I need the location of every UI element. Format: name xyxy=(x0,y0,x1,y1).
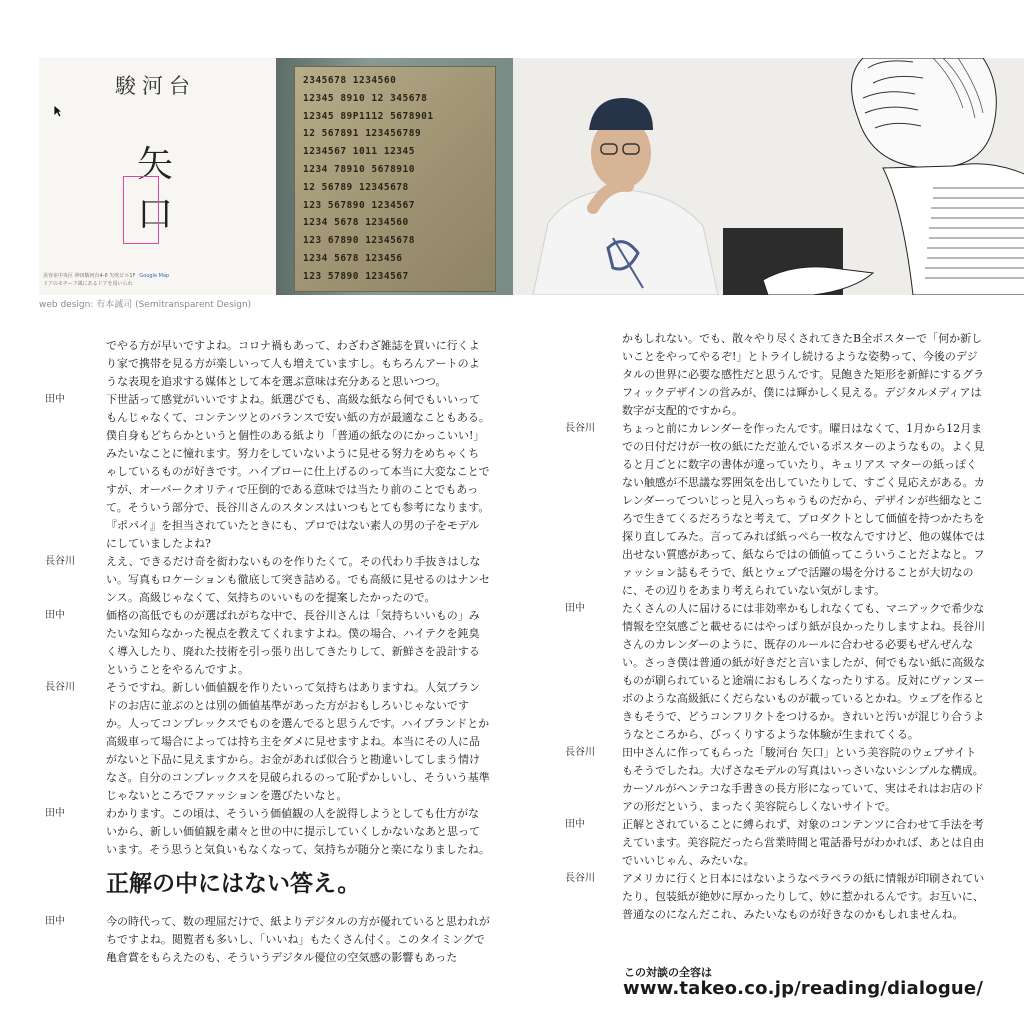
photo-portrait xyxy=(513,58,1024,295)
paragraph-text: でやる方が早いですよね。コロナ禍もあって、わざわざ雑誌を買いに行くより家で携帯を見る方が楽しいって人も増えていますし。もちろんアートのような表現を追求する媒体として本を選ぶ意味は充分あると思いつつ。 xyxy=(106,339,480,388)
portrait-illustration xyxy=(513,58,1024,295)
left-paragraph-list xyxy=(45,337,490,859)
board-row: 123 567890 1234567 xyxy=(303,199,415,211)
paragraph-text: そうですね。新しい価値観を作りたいって気持ちはありますね。人気ブランドのお店に並ぶのとは別の価値基準があった方がおもしろいじゃないですか。人ってコンプレックスでものを選んでると思うんです。ハイブランドとか高級車って場合によっては持ち主をダメに見せますよね。本当にその人に品がないと下品に見えますから。お金があれば似合うと勘違いしてしまう情けなさ。自分のコンプレックスを見破られるのって恥ずかしいし、そういう基準じゃないところでファッションを選びたいなと。 xyxy=(106,681,490,802)
website-footer-address xyxy=(43,272,169,279)
cta-label: この対談の全容は xyxy=(624,966,712,979)
dialogue-paragraph xyxy=(45,607,490,679)
left-paragraph-list-after xyxy=(45,913,490,967)
speaker-name: 長谷川 xyxy=(45,556,75,567)
dialogue-paragraph xyxy=(45,391,490,553)
speaker-name: 長谷川 xyxy=(565,423,595,434)
website-title: 駿河台 xyxy=(115,74,196,98)
right-paragraph-list xyxy=(565,330,985,924)
dialogue-paragraph xyxy=(45,679,490,805)
photo-number-board xyxy=(276,58,513,295)
speaker-name: 長谷川 xyxy=(565,873,595,884)
website-address-text: 美容室中央区 神田駿河台4-6 矢吹ビル1F xyxy=(43,273,136,279)
dialogue-paragraph xyxy=(45,553,490,607)
paragraph-text: ちょっと前にカレンダーを作ったんです。曜日はなくて、1月から12月までの日付だけが一枚の紙にただ並んでいるポスターのようなもの。よく見ると月ごとに数字の書体が違っていたり、キュリアス マターの紙っぽくない触感が不思議な雰囲気を出していたりして、すごく見応えがある。カレンダーってついじっと見入っちゃうものだから、デザインが些細なところで生きてくるだろうなと考えて、プロダクトとして価値を持つかたちを探り直してみた。言ってみれば紙っぺら一枚なんですけど、他の媒体では出せない質感があって、紙ならではの価値ってこういうことだよなと。ファッション誌もそうで、紙とウェブで活躍の場を分けることが大切なのに、その辺りをあまり考えられていない気がします。 xyxy=(622,422,985,597)
dialogue-paragraph xyxy=(565,870,985,924)
dialogue-paragraph xyxy=(565,330,985,420)
speaker-name: 田中 xyxy=(565,603,585,614)
speaker-name: 田中 xyxy=(45,916,65,927)
website-footer-note: ドアのモチーフ風にあるドアを用いられ xyxy=(43,281,133,287)
dialogue-paragraph xyxy=(565,420,985,600)
paragraph-text: ええ、できるだけ奇を衒わないものを作りたくて。その代わり手抜きはしない。写真もロケーションも徹底して突き詰める。でも高級に見せるのはナンセンス。高級じゃなくて、気持ちのいいものを提案したかったので。 xyxy=(106,555,491,604)
section-heading: 正解の中にはない答え。 xyxy=(106,870,361,897)
paragraph-text: わかります。この頃は、そういう価値観の人を説得しようとしても仕方がないから、新しい価値観を粛々と世の中に提示していくしかないなあと思っています。そう思うと気負いもなくなって、気持ちが随分と楽になりましたね。 xyxy=(106,807,490,856)
website-char-top: 矢 xyxy=(137,144,174,185)
dialogue-paragraph xyxy=(565,744,985,816)
speaker-name: 長谷川 xyxy=(45,682,75,693)
paragraph-text: かもしれない。でも、散々やり尽くされてきたB全ポスターで「何か新しいことをやってやるぞ!」とトライし続けるような姿勢って、今後のデジタルの世界に必要な感性だと思うんです。見飽きた矩形を新鮮にするグラフィックデザインの営みが、僕には輝かしく見える。デジタルメディアは数字が支配的ですから。 xyxy=(622,332,985,417)
paragraph-text: たくさんの人に届けるには非効率かもしれなくても、マニアックで希少な情報を空気感ごと載せるにはやっぱり紙が良かったりしますよね。長谷川さんのカレンダーのように、既存のルールに合わせる必要もぜんぜんない。さっき僕は普通の紙が好きだと言いましたが、何でもない紙に高級なものが刷られていると途端におもしろくなったりする。反対にヴァンヌーボのような高級紙にくだらないものが載っているとかね。ウェブを作るときもそうで、どうコンフリクトをつけるか。きれいと汚いが混じり合うようなところから、びっくりするような体験が生まれてくる。 xyxy=(622,602,985,741)
board-row: 1234 78910 5678910 xyxy=(303,164,415,175)
board-row: 12 567891 123456789 xyxy=(303,128,422,140)
photo-website-screenshot xyxy=(39,58,276,295)
board-row: 2345678 1234560 xyxy=(303,75,397,86)
paragraph-text: 今の時代って、数の理屈だけで、紙よりデジタルの方が優れていると思われがちですよね。閲覧者も多いし、「いいね」もたくさん付く。このタイミングで亀倉賞をもらえたのも、そういうデジタル優位の空気感の影響もあった xyxy=(106,915,490,964)
board-row: 1234 5678 123456 xyxy=(303,253,403,264)
letter-board xyxy=(294,66,496,292)
photo-caption: web design: 有本誠司 (Semitransparent Design) xyxy=(39,300,252,310)
board-row: 1234567 1011 12345 xyxy=(303,146,415,158)
paragraph-text: 田中さんに作ってもらった「駿河台 矢口」という美容院のウェブサイトもそうでしたね。大げさなモデルの写真はいっさいないシンプルな構成。カーソルがヘンテコな手書きの長方形になっていて、実はそれはお店のドアの形だという、まったく美容院らしくないサイトで。 xyxy=(622,746,984,813)
paragraph-text: 下世話って感覚がいいですよね。紙選びでも、高級な紙なら何でもいいってもんじゃなくて、コンテンツとのバランスで安い紙の方が最適なこともある。僕自身もどちらかというと個性のある紙より「普通の紙なのにかっこいい!」みたいなことに憧れます。努力をしていないように見せる努力をめちゃくちゃしているものが好きです。ハイブローに仕上げるのって本当に大変なことですが、オーバークオリティで圧倒的である意味では当たり前のことでもあって。そういう部分で、長谷川さんのスタンスはいつもとても参考になります。『ポパイ』を担当されていたときにも、プロではない素人の男の子をモデルにしていましたよね? xyxy=(106,393,490,550)
google-map-link[interactable]: Google Map xyxy=(139,273,170,279)
board-row: 12345 89P1112 5678901 xyxy=(303,110,434,122)
speaker-name: 田中 xyxy=(45,610,65,621)
board-row: 12345 8910 12 345678 xyxy=(303,92,428,104)
paragraph-text: 価格の高低でものが選ばれがちな中で、長谷川さんは「気持ちいいもの」みたいな知らなかった視点を教えてくれますよね。僕の場合、ハイテクを鈍臭く導入したり、廃れた技術を引っ張り出してきたりして、新鮮さを設計するということをやるんですよ。 xyxy=(106,609,480,676)
dialogue-url-link[interactable]: www.takeo.co.jp/reading/dialogue/ xyxy=(623,978,984,999)
speaker-name: 長谷川 xyxy=(565,747,595,758)
board-row: 1234 5678 1234560 xyxy=(303,217,409,229)
dialogue-paragraph xyxy=(565,600,985,744)
website-char-bottom: 口 xyxy=(137,194,174,235)
board-row: 12 56789 12345678 xyxy=(303,181,409,193)
dialogue-paragraph xyxy=(45,805,490,859)
speaker-name: 田中 xyxy=(45,808,65,819)
door-cursor-rectangle xyxy=(123,176,159,244)
paragraph-text: 正解とされていることに縛られず、対象のコンテンツに合わせて手法を考えています。美容院だったら営業時間と電話番号がわかれば、あとは自由でいいじゃん、みたいな。 xyxy=(622,818,985,867)
speaker-name: 田中 xyxy=(565,819,585,830)
right-column xyxy=(565,330,985,924)
speaker-name: 田中 xyxy=(45,394,65,405)
dialogue-paragraph xyxy=(45,337,490,391)
dialogue-paragraph xyxy=(45,913,490,967)
cursor-icon xyxy=(53,104,63,118)
board-row: 123 67890 12345678 xyxy=(303,235,415,247)
board-row: 123 57890 1234567 xyxy=(303,270,409,282)
dialogue-paragraph xyxy=(565,816,985,870)
left-column xyxy=(45,337,490,967)
paragraph-text: アメリカに行くと日本にはないようなペラペラの紙に情報が印刷されていたり、包装紙が絶妙に厚かったりして、妙に惹かれるんです。お互いに、普通なのになんだこれ、みたいなものが好きなのかもしれませんね。 xyxy=(622,872,985,921)
